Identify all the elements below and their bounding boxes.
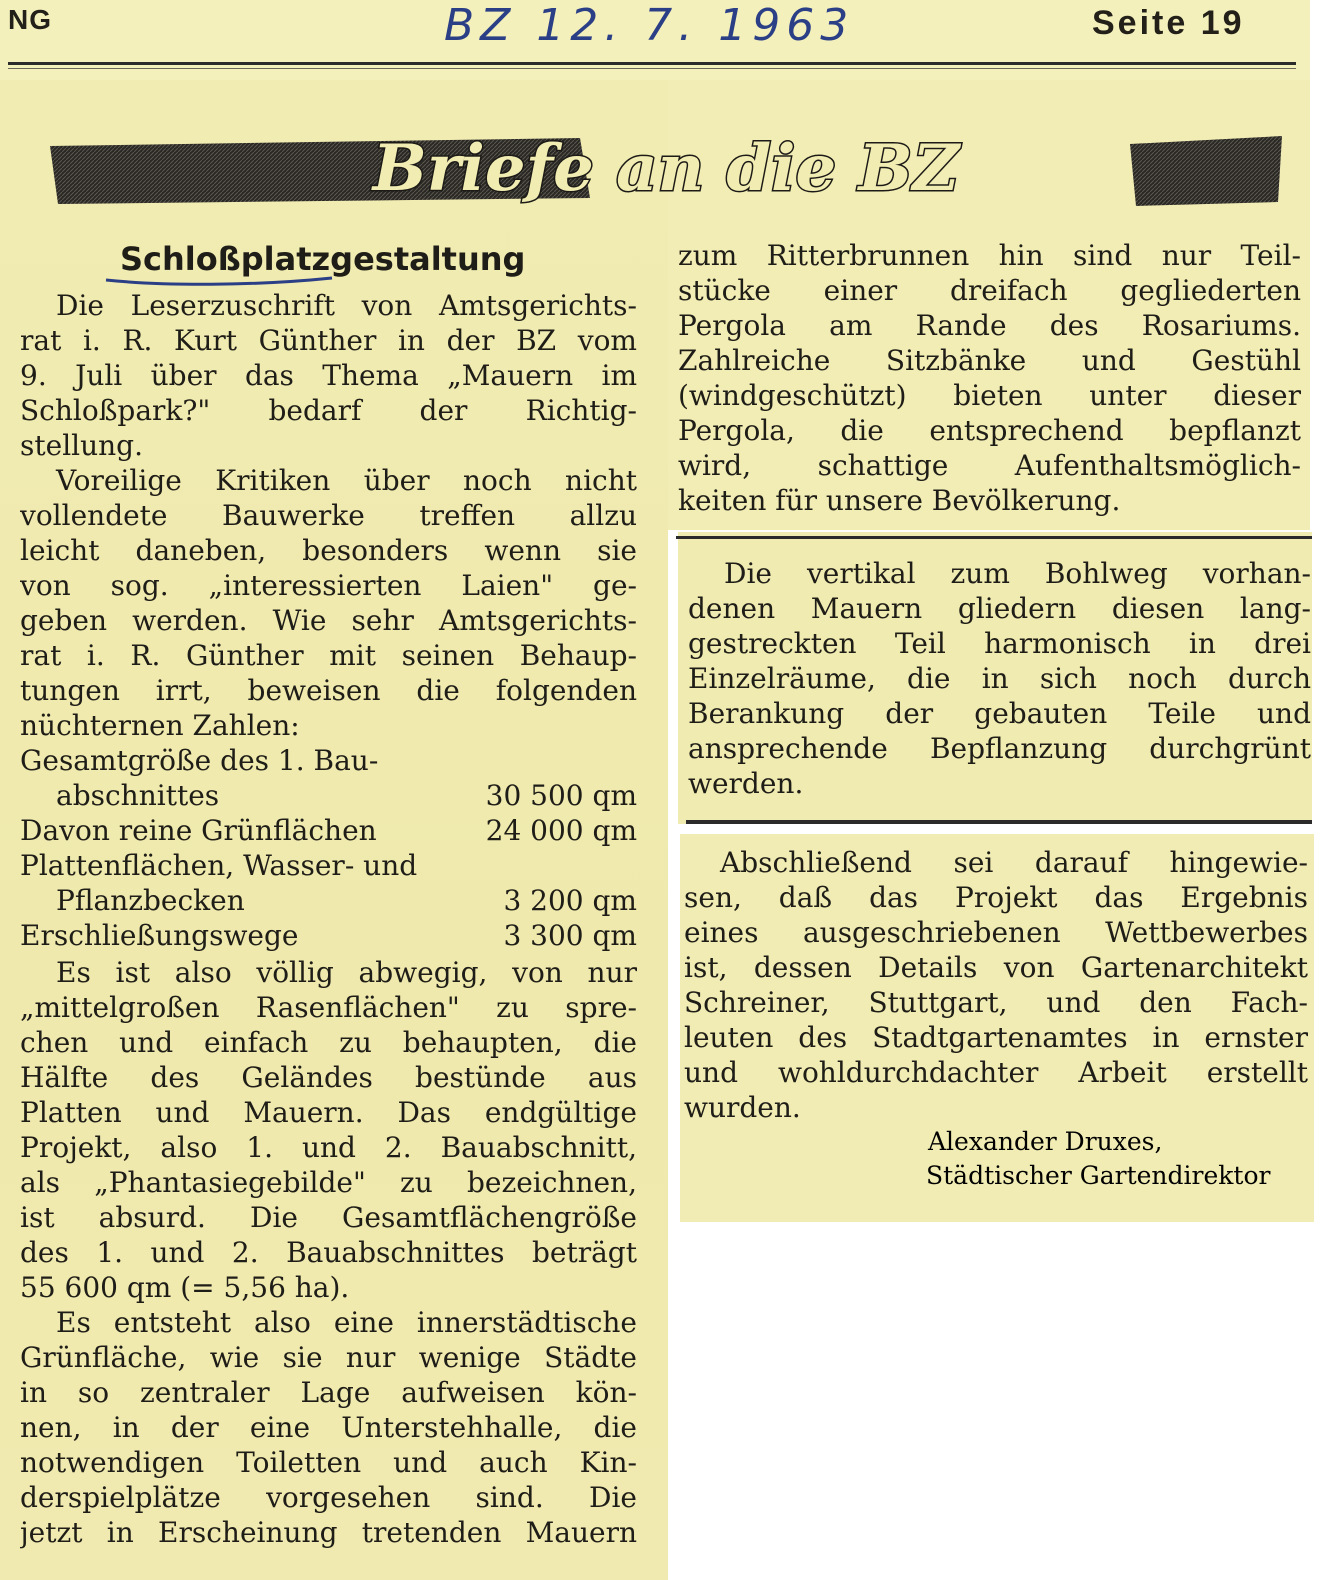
text-line: leicht daneben, besonders wenn sie	[20, 534, 637, 567]
text-line: stücke einer dreifach gegliederten	[678, 274, 1301, 307]
handwritten-date-note: BZ 12. 7. 1963	[444, 0, 855, 51]
text-line: notwendigen Toiletten und auch Kin-	[20, 1446, 637, 1479]
figure-label: Gesamtgröße des 1. Bau-	[20, 744, 379, 777]
text-line: 9. Juli über das Thema „Mauern im	[20, 359, 637, 392]
text-line: Es entsteht also eine innerstädtische	[56, 1306, 637, 1339]
text-line: nen, in der eine Unterstehhalle, die	[20, 1411, 637, 1444]
figure-label: Plattenflächen, Wasser- und	[20, 849, 418, 882]
figure-row	[20, 813, 637, 848]
text-line: eines ausgeschriebenen Wettbewerbes	[684, 916, 1308, 949]
text-line: leuten des Stadtgartenamtes in ernster	[684, 1021, 1308, 1054]
text-line: tungen irrt, beweisen die folgenden	[20, 674, 637, 707]
left-column-text	[20, 288, 637, 743]
text-line: chen und einfach zu behaupten, die	[20, 1026, 637, 1059]
figure-row	[20, 918, 637, 953]
text-line: Platten und Mauern. Das endgültige	[20, 1096, 637, 1129]
text-line: Einzelräume, die in sich noch durch	[688, 662, 1311, 695]
text-line: Schreiner, Stuttgart, und den Fach-	[684, 986, 1308, 1019]
text-line: stellung.	[20, 429, 143, 462]
text-line: Die Leserzuschrift von Amtsgerichts-	[56, 289, 637, 322]
text-line: als „Phantasiegebilde" zu bezeichnen,	[20, 1166, 637, 1199]
right-separator-2	[686, 820, 1312, 824]
page-number: Seite 19	[1092, 4, 1245, 42]
figure-value: 30 500 qm	[485, 779, 637, 812]
text-line: ist, dessen Details von Gartenarchitekt	[684, 951, 1308, 984]
figure-row	[20, 848, 637, 883]
figure-value: 3 200 qm	[503, 884, 637, 917]
figure-row	[20, 778, 637, 813]
text-line: wird, schattige Aufenthaltsmöglich-	[678, 449, 1301, 482]
text-line: ansprechende Bepflanzung durchgrünt	[688, 732, 1311, 765]
text-line: Pergola, die entsprechend bepflanzt	[678, 414, 1301, 447]
figure-row	[20, 743, 637, 778]
text-line: Pergola am Rande des Rosariums.	[678, 309, 1301, 342]
right-middle-text	[688, 556, 1311, 801]
header-rule-thin	[8, 68, 1296, 69]
article-headline: Schloßplatzgestaltung	[120, 240, 526, 278]
text-line: 55 600 qm (= 5,56 ha).	[20, 1271, 350, 1304]
figures-table	[20, 743, 637, 953]
figure-label: Erschließungswege	[20, 919, 299, 952]
pen-underline-mark	[104, 274, 334, 288]
signature-title: Städtischer Gartendirektor	[926, 1161, 1271, 1190]
text-line: in so zentraler Lage aufweisen kön-	[20, 1376, 637, 1409]
signature-name: Alexander Druxes,	[928, 1127, 1163, 1156]
figure-label: Davon reine Grünflächen	[20, 814, 377, 847]
text-line: Schloßpark?" bedarf der Richtig-	[20, 394, 637, 427]
text-line: keiten für unsere Bevölkerung.	[678, 484, 1121, 517]
right-bottom-text	[684, 845, 1308, 1125]
text-line: Abschließend sei darauf hingewie-	[720, 846, 1308, 879]
figure-value: 3 300 qm	[503, 919, 637, 952]
banner-title: Briefe an die BZ	[372, 131, 960, 206]
text-line: „mittelgroßen Rasenflächen" zu spre-	[20, 991, 637, 1024]
text-line: jetzt in Erscheinung tretenden Mauern	[20, 1516, 637, 1549]
text-line: Berankung der gebauten Teile und	[688, 697, 1311, 730]
text-line: rat i. R. Kurt Günther in der BZ vom	[20, 324, 637, 357]
banner-right-shape	[1130, 136, 1282, 206]
text-line: wurden.	[684, 1091, 801, 1124]
text-line: rat i. R. Günther mit seinen Behaup-	[20, 639, 637, 672]
text-line: nüchternen Zahlen:	[20, 709, 300, 742]
right-separator-1	[676, 536, 1312, 539]
text-line: werden.	[688, 767, 804, 800]
section-label: NG	[8, 4, 52, 35]
text-line: gestreckten Teil harmonisch in drei	[688, 627, 1311, 660]
right-top-text	[678, 238, 1301, 518]
header-rule	[8, 62, 1296, 65]
text-line: Zahlreiche Sitzbänke und Gestühl	[678, 344, 1301, 377]
left-column-text-continued	[20, 955, 637, 1550]
text-line: Es ist also völlig abwegig, von nur	[56, 956, 637, 989]
text-line: denen Mauern gliedern diesen lang-	[688, 592, 1311, 625]
figure-label: Pflanzbecken	[56, 884, 245, 917]
text-line: Projekt, also 1. und 2. Bauabschnitt,	[20, 1131, 637, 1164]
text-line: derspielplätze vorgesehen sind. Die	[20, 1481, 637, 1514]
figure-value: 24 000 qm	[485, 814, 637, 847]
column-banner	[50, 128, 1282, 210]
text-line: und wohldurchdachter Arbeit erstellt	[684, 1056, 1308, 1089]
text-line: Hälfte des Geländes bestünde aus	[20, 1061, 637, 1094]
figure-label: abschnittes	[56, 779, 220, 812]
figure-row	[20, 883, 637, 918]
text-line: geben werden. Wie sehr Amtsgerichts-	[20, 604, 637, 637]
text-line: Grünfläche, wie sie nur wenige Städte	[20, 1341, 637, 1374]
text-line: zum Ritterbrunnen hin sind nur Teil-	[678, 239, 1301, 272]
text-line: Die vertikal zum Bohlweg vorhan-	[724, 557, 1311, 590]
text-line: von sog. „interessierten Laien" ge-	[20, 569, 637, 602]
text-line: des 1. und 2. Bauabschnittes beträgt	[20, 1236, 637, 1269]
text-line: sen, daß das Projekt das Ergebnis	[684, 881, 1308, 914]
text-line: ist absurd. Die Gesamtflächengröße	[20, 1201, 637, 1234]
text-line: Voreilige Kritiken über noch nicht	[56, 464, 637, 497]
text-line: vollendete Bauwerke treffen allzu	[20, 499, 637, 532]
text-line: (windgeschützt) bieten unter dieser	[678, 379, 1301, 412]
